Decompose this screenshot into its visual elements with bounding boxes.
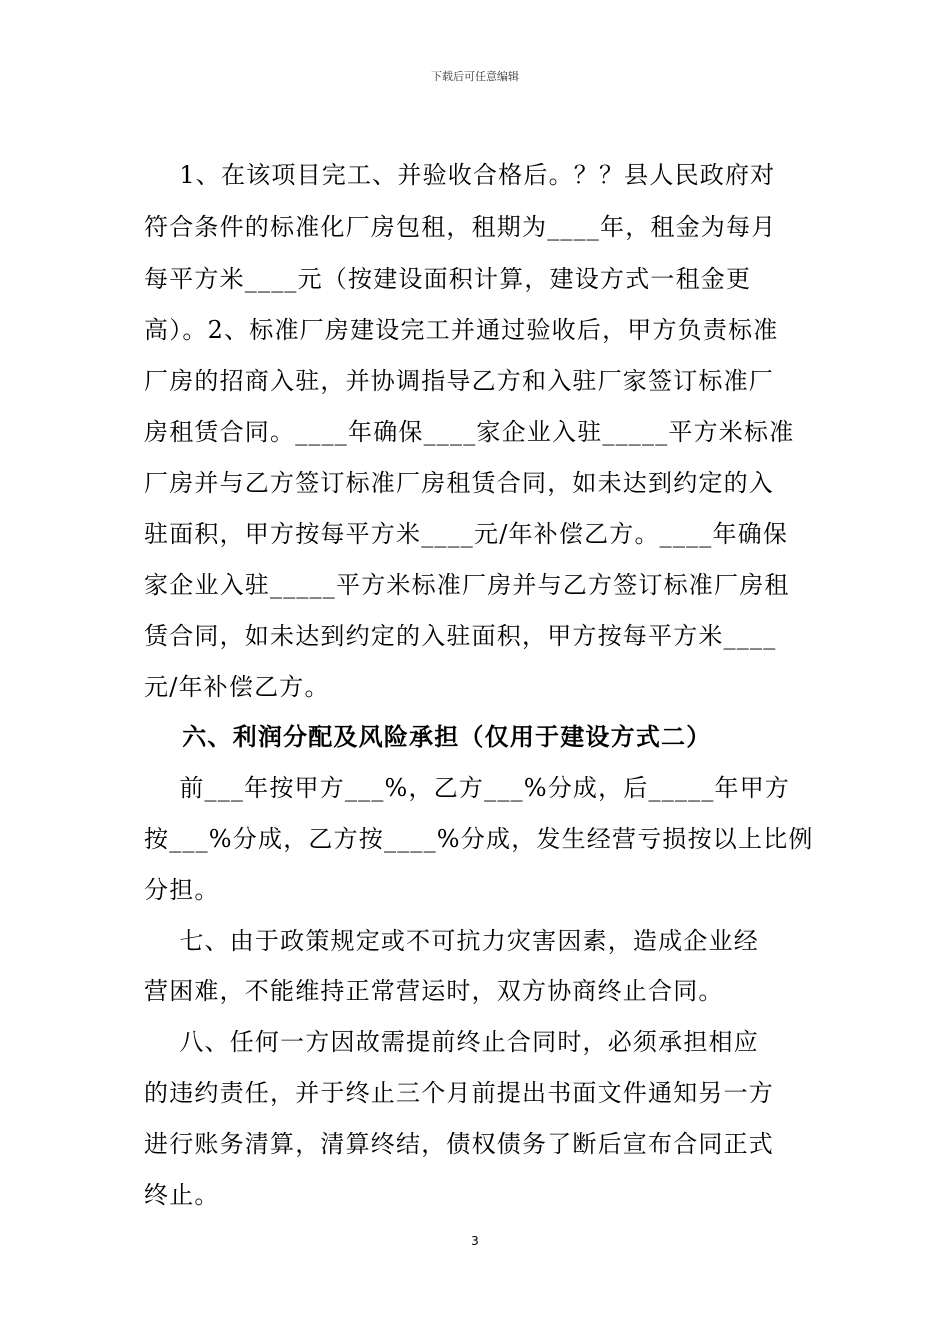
body-line: 按___%分成，乙方按____%分成，发生经营亏损按以上比例 [144, 825, 814, 853]
body-line: 家企业入驻_____平方米标准厂房并与乙方签订标准厂房租 [144, 571, 790, 599]
page-number: 3 [471, 1234, 479, 1248]
body-line: 七、由于政策规定或不可抗力灾害因素，造成企业经 [144, 927, 759, 955]
body-line: 的违约责任，并于终止三个月前提出书面文件通知另一方 [144, 1079, 774, 1107]
body-line: 房租赁合同。____年确保____家企业入驻_____平方米标准 [144, 418, 795, 446]
body-line: 符合条件的标准化厂房包租，租期为____年，租金为每月 [144, 213, 777, 241]
body-line: 八、任何一方因故需提前终止合同时，必须承担相应 [144, 1028, 759, 1056]
body-line: 驻面积，甲方按每平方米____元/年补偿乙方。____年确保 [144, 520, 789, 548]
body-line: 营困难，不能维持正常营运时，双方协商终止合同。 [144, 977, 724, 1005]
body-line: 高）。2、标准厂房建设完工并通过验收后，甲方负责标准 [144, 316, 779, 344]
body-line: 赁合同，如未达到约定的入驻面积，甲方按每平方米____ [144, 622, 777, 650]
body-line: 进行账务清算，清算终结，债权债务了断后宣布合同正式 [144, 1130, 774, 1158]
page-header: 下载后可任意编辑 [431, 70, 519, 83]
body-line: 终止。 [144, 1181, 220, 1209]
body-line: 厂房并与乙方签订标准厂房租赁合同，如未达到约定的入 [144, 469, 774, 497]
body-line: 厂房的招商入驻，并协调指导乙方和入驻厂家签订标准厂 [144, 367, 774, 395]
body-line: 每平方米____元（按建设面积计算，建设方式一租金更 [144, 265, 752, 293]
section-heading: 六、利润分配及风险承担（仅用于建设方式二） [144, 722, 712, 751]
body-line: 元/年补偿乙方。 [144, 673, 330, 701]
body-line: 1、在该项目完工、并验收合格后。？？县人民政府对 [144, 161, 776, 189]
body-line: 分担。 [144, 876, 220, 904]
body-line: 前___年按甲方___%，乙方___%分成，后_____年甲方 [144, 774, 791, 802]
